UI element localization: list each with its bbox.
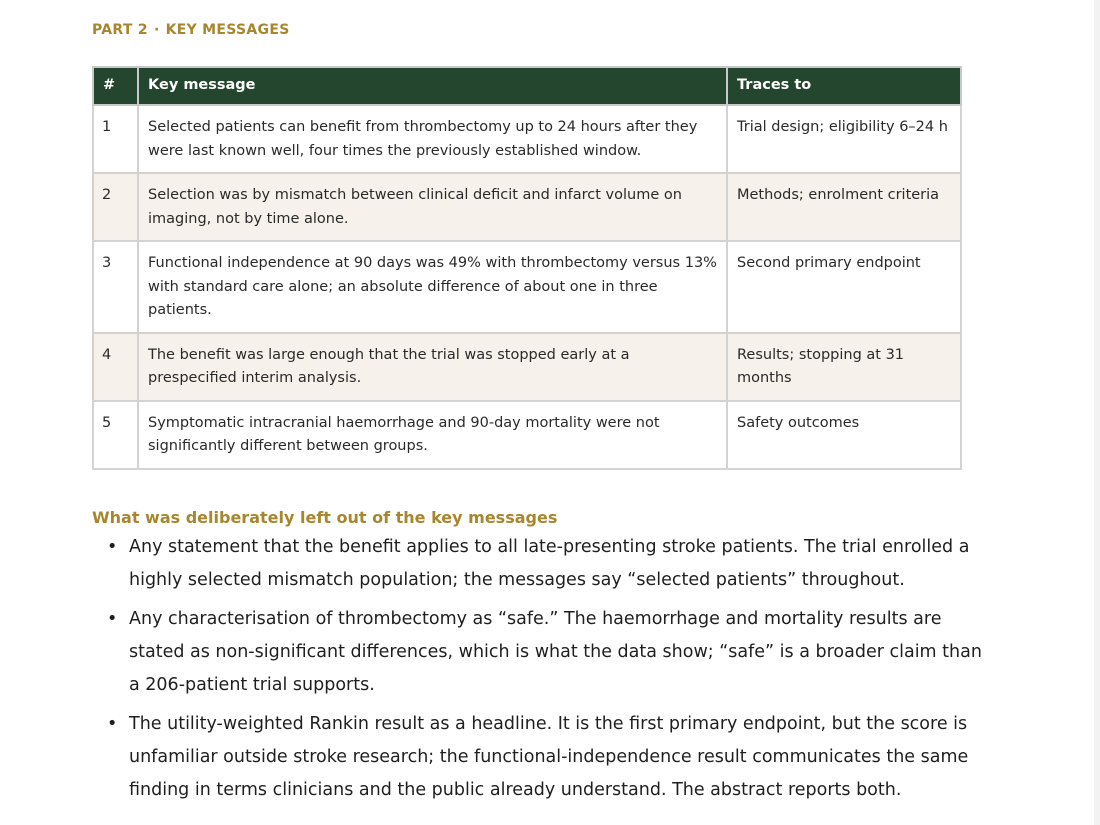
row-message: Selected patients can benefit from thrombectomy up to 24 hours after they were last known well, four times the previously established window.: [138, 105, 727, 173]
row-message: The benefit was large enough that the trial was stopped early at a prespecified interim analysis.: [138, 333, 727, 401]
row-number: 5: [93, 401, 138, 469]
table-row: [93, 241, 961, 333]
part-number: PART 2: [92, 22, 148, 38]
list-item-text: The utility-weighted Rankin result as a headline. It is the first primary endpoint, but the score is unfamiliar outside stroke research; the functional-independence result communicates the same finding in terms clinicians and the public already understand. The abstract reports both.: [129, 714, 969, 800]
list-item: [92, 531, 997, 597]
row-number: 4: [93, 333, 138, 401]
row-number: 3: [93, 241, 138, 333]
list-item-text: Any characterisation of thrombectomy as “safe.” The haemorrhage and mortality results are stated as non-significant differences, which is what the data show; “safe” is a broader claim than a 206-patient trial supports.: [129, 609, 982, 695]
row-number: 1: [93, 105, 138, 173]
left-out-list: [92, 531, 997, 813]
column-header-key-message: Key message: [138, 67, 727, 105]
row-traces: Results; stopping at 31 months: [727, 333, 961, 401]
row-message: Functional independence at 90 days was 49% with thrombectomy versus 13% with standard care alone; an absolute difference of about one in three patients.: [138, 241, 727, 333]
table-row: [93, 333, 961, 401]
row-message: Symptomatic intracranial haemorrhage and 90-day mortality were not significantly different between groups.: [138, 401, 727, 469]
table-row: [93, 401, 961, 469]
section-label: [92, 22, 290, 38]
section-title: KEY MESSAGES: [165, 22, 290, 38]
row-traces: Second primary endpoint: [727, 241, 961, 333]
key-messages-table: [92, 66, 962, 470]
bullet-icon: •: [107, 609, 118, 629]
row-traces: Methods; enrolment criteria: [727, 173, 961, 241]
scrollbar-track[interactable]: [1094, 0, 1100, 825]
list-item-text: Any statement that the benefit applies to all late-presenting stroke patients. The trial enrolled a highly selected mismatch population; the messages say “selected patients” throughout.: [129, 537, 970, 590]
table-row: [93, 105, 961, 173]
row-traces: Safety outcomes: [727, 401, 961, 469]
row-number: 2: [93, 173, 138, 241]
table-header-row: [93, 67, 961, 105]
column-header-traces-to: Traces to: [727, 67, 961, 105]
list-item: [92, 603, 997, 702]
row-message: Selection was by mismatch between clinical deficit and infarct volume on imaging, not by time alone.: [138, 173, 727, 241]
column-header-number: #: [93, 67, 138, 105]
table-row: [93, 173, 961, 241]
bullet-icon: •: [107, 537, 118, 557]
row-traces: Trial design; eligibility 6–24 h: [727, 105, 961, 173]
list-item: [92, 708, 997, 807]
left-out-heading: What was deliberately left out of the key messages: [92, 508, 558, 527]
separator-dot: ·: [153, 22, 160, 38]
bullet-icon: •: [107, 714, 118, 734]
